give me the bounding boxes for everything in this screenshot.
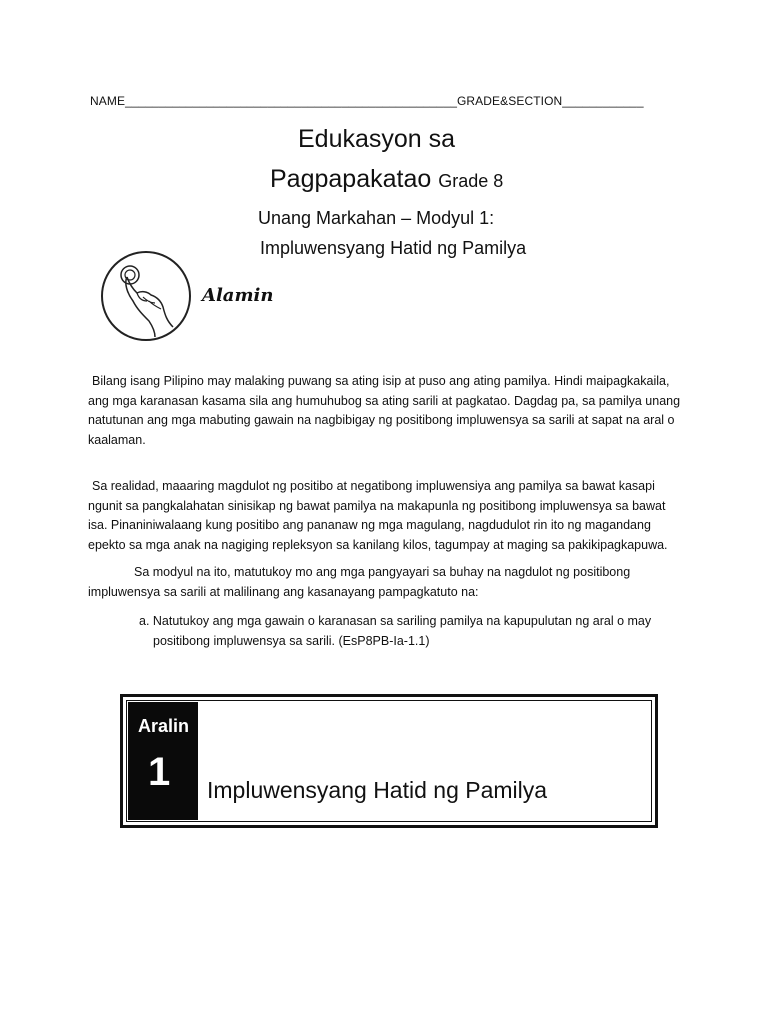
title-subject: Pagpapakatao xyxy=(270,165,432,193)
lesson-number: 1 xyxy=(148,750,171,794)
grade-label: Grade 8 xyxy=(438,171,504,191)
module-topic-subtitle: Impluwensyang Hatid ng Pamilya xyxy=(260,238,527,258)
lesson-header-box xyxy=(120,694,658,828)
lesson-title: Impluwensyang Hatid ng Pamilya xyxy=(207,777,548,803)
lesson-label: Aralin xyxy=(138,716,190,736)
intro-paragraph-1: Bilang isang Pilipino may malaking puwang sa ating isip at puso ang ating pamilya. Hindi maipagkakaila, ang mga karanasan kasama sila ang humuhubog sa ating sarili at pagkatao. Dagdag pa, sa pamilya unang natutunan ang mga mabuting gawain na nagbibigay ng positibong impluwensya sa sarili at sapat na aral o kaalaman. xyxy=(88,374,681,447)
title-line-1: Edukasyon sa xyxy=(298,125,456,153)
name-grade-section-line: NAME_________________________________________________GRADE&SECTION____________ xyxy=(90,94,644,108)
alamin-section-label: Alamin xyxy=(202,285,274,306)
pointing-hand-icon xyxy=(101,251,191,341)
quarter-module-subtitle: Unang Markahan – Modyul 1: xyxy=(258,208,495,228)
title-line-2 xyxy=(270,165,503,194)
lesson-number-block xyxy=(128,702,198,820)
intro-paragraph-2: Sa realidad, maaaring magdulot ng positibo at negatibong impluwensiya ang pamilya sa bawat kasapi ngunit sa pangkalahatan sinisikap ng bawat pamilya na makapunla ng positibong impluwensya sa bawat isa. Pinaniniwalaang kung positibo ang pananaw ng mga magulang, nagdudulot rin ito ng magandang epekto sa mga anak na nagiging repleksyon sa kanilang kilos, tagumpay at maging sa pakikipagkapuwa. xyxy=(88,479,668,552)
learning-objective-a: a. Natutukoy ang mga gawain o karanasan sa sariling pamilya na kapupulutan ng aral o may positibong impluwensya sa sarili. (EsP8PB-Ia-1.1) xyxy=(139,614,652,648)
intro-paragraph-3: Sa modyul na ito, matutukoy mo ang mga pangyayari sa buhay na nagdulot ng positibong impluwensya sa sarili at malilinang ang kasanayang pampagkatuto na: xyxy=(88,565,631,599)
